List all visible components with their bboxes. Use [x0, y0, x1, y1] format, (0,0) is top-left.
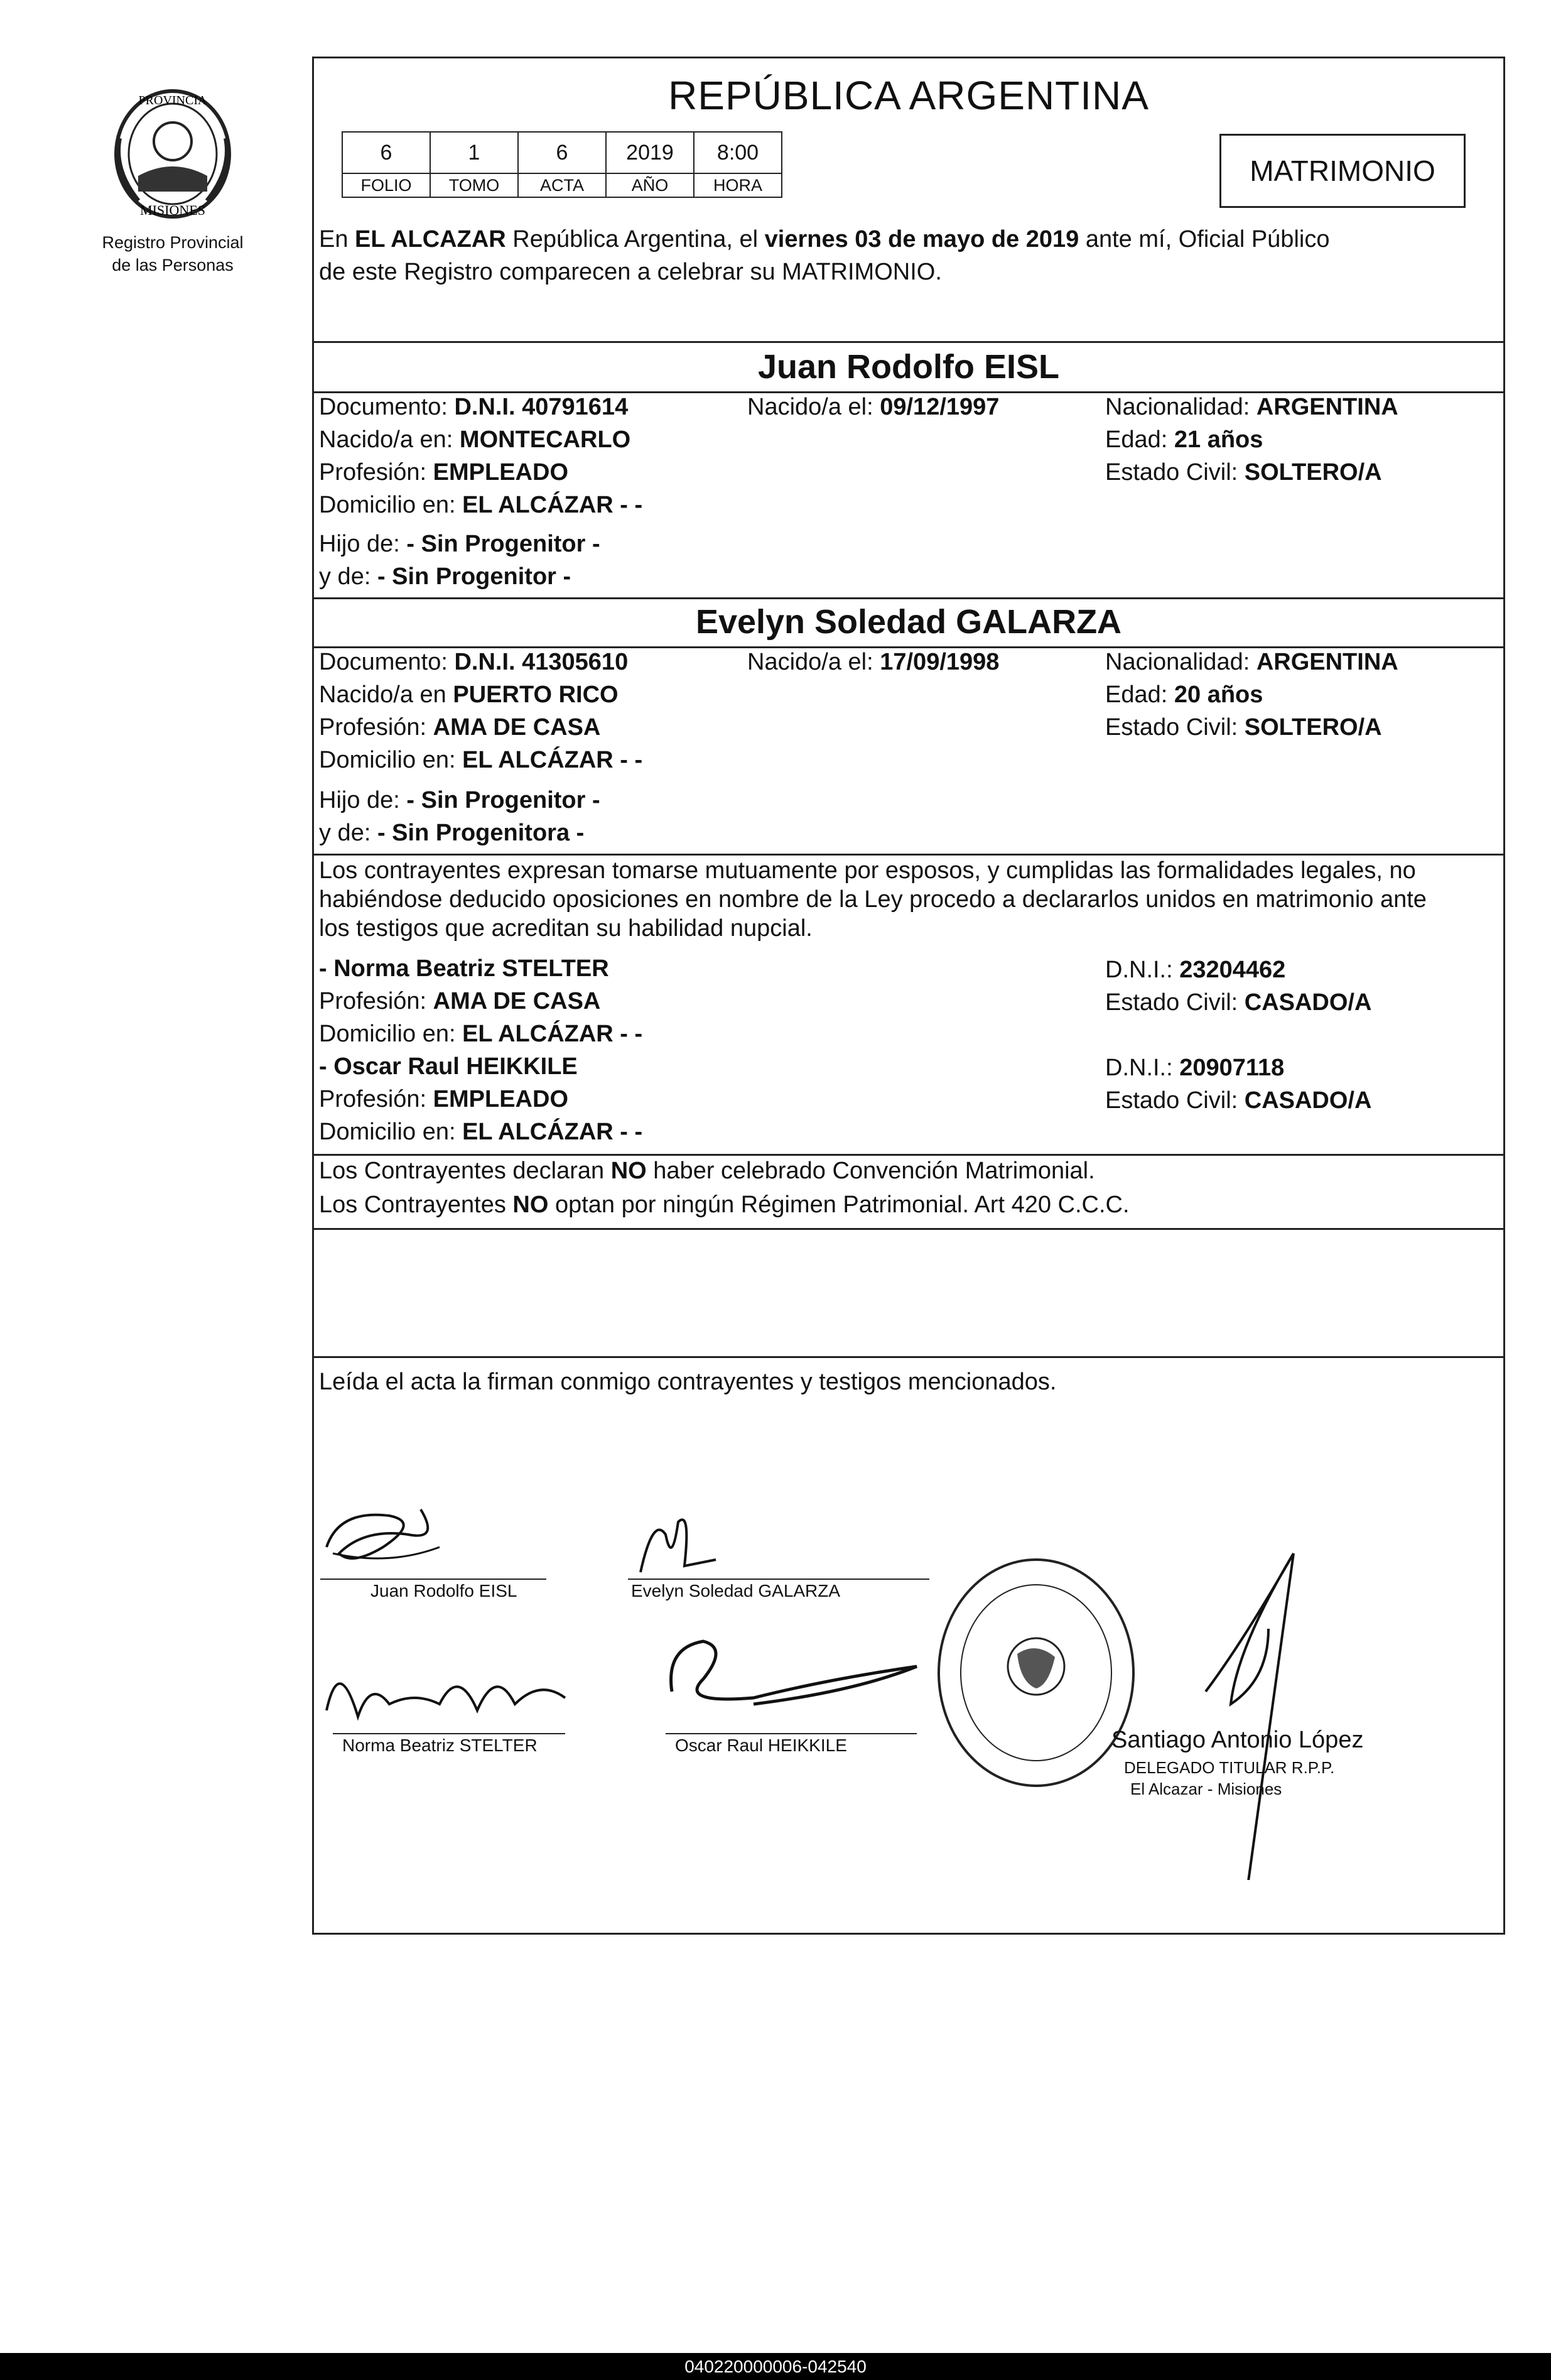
svg-text:PROVINCIA: PROVINCIA	[138, 94, 207, 107]
spouse1-nationality: Nacionalidad: ARGENTINA	[1105, 394, 1398, 420]
convention-line2: Los Contrayentes NO optan por ningún Régimen Patrimonial. Art 420 C.C.C.	[319, 1192, 1130, 1218]
witness2-name: - Oscar Raul HEIKKILE	[319, 1053, 578, 1080]
spouse2-civil-status: Estado Civil: SOLTERO/A	[1105, 714, 1382, 741]
tomo-value: 1	[430, 132, 518, 173]
intro-place: EL ALCAZAR	[355, 226, 506, 253]
signature-caption-4: Oscar Raul HEIKKILE	[675, 1736, 847, 1755]
official-place: El Alcazar - Misiones	[1130, 1780, 1282, 1798]
spouse2-parent2: y de: - Sin Progenitora -	[319, 820, 585, 846]
spouse1-parent2: y de: - Sin Progenitor -	[319, 563, 571, 590]
document-title: REPÚBLICA ARGENTINA	[668, 73, 1149, 118]
declaration-line3: los testigos que acreditan su habilidad nupcial.	[319, 915, 813, 942]
intro-text-1: En	[319, 226, 355, 253]
witness1-dni: D.N.I.: 23204462	[1105, 957, 1286, 983]
acta-label: ACTA	[518, 173, 606, 197]
intro-paragraph	[319, 223, 1500, 288]
official-title: DELEGADO TITULAR R.P.P.	[1124, 1758, 1335, 1777]
svg-text:MISIONES: MISIONES	[140, 202, 205, 218]
official-signature-scribble	[1206, 1553, 1294, 1880]
witness1-profession: Profesión: AMA DE CASA	[319, 988, 601, 1014]
spouse2-birthdate: Nacido/a el: 17/09/1998	[747, 649, 1000, 675]
hora-label: HORA	[694, 173, 782, 197]
signature-2-scribble	[640, 1519, 716, 1572]
spouse1-profession: Profesión: EMPLEADO	[319, 459, 569, 486]
spouse1-birthplace: Nacido/a en: MONTECARLO	[319, 427, 631, 453]
registration-numbers-table	[342, 131, 782, 198]
intro-text-2: República Argentina, el	[505, 226, 765, 253]
convention-line1: Los Contrayentes declaran NO haber celebrado Convención Matrimonial.	[319, 1158, 1095, 1184]
intro-text-3: ante mí, Oficial Público	[1079, 226, 1330, 253]
spouse2-profession: Profesión: AMA DE CASA	[319, 714, 601, 741]
spouse1-birthdate: Nacido/a el: 09/12/1997	[747, 394, 1000, 420]
tomo-label: TOMO	[430, 173, 518, 197]
closing-statement: Leída el acta la firman conmigo contrayentes y testigos mencionados.	[319, 1369, 1057, 1395]
spouse1-parent1: Hijo de: - Sin Progenitor -	[319, 531, 600, 557]
registry-logo	[69, 82, 276, 276]
intro-date: viernes 03 de mayo de 2019	[764, 226, 1079, 253]
certificate-frame	[312, 57, 1505, 1935]
acta-value: 6	[518, 132, 606, 173]
signature-caption-2: Evelyn Soledad GALARZA	[631, 1581, 841, 1600]
witness1-name: - Norma Beatriz STELTER	[319, 955, 609, 982]
spouse1-name: Juan Rodolfo EISL	[758, 348, 1059, 386]
signature-3-scribble	[327, 1683, 565, 1717]
signature-caption-1: Juan Rodolfo EISL	[370, 1581, 517, 1600]
spouse1-civil-status: Estado Civil: SOLTERO/A	[1105, 459, 1382, 486]
witness1-domicile: Domicilio en: EL ALCÁZAR - -	[319, 1021, 643, 1047]
spouse1-age: Edad: 21 años	[1105, 427, 1263, 453]
hora-value: 8:00	[694, 132, 782, 173]
spouse1-documento: Documento: D.N.I. 40791614	[319, 394, 629, 420]
spouse2-parent1: Hijo de: - Sin Progenitor -	[319, 787, 600, 813]
anio-label: AÑO	[606, 173, 694, 197]
spouse1-domicile: Domicilio en: EL ALCÁZAR - -	[319, 492, 643, 518]
folio-value: 6	[342, 132, 430, 173]
spouse2-birthplace: Nacido/a en PUERTO RICO	[319, 682, 619, 708]
signature-1-scribble	[327, 1509, 428, 1558]
signature-4-scribble	[671, 1641, 917, 1704]
declaration-paragraph	[319, 856, 1500, 943]
declaration-line1: Los contrayentes expresan tomarse mutuamente por esposos, y cumplidas las formalidades legales, no	[319, 857, 1416, 884]
witness2-dni: D.N.I.: 20907118	[1105, 1055, 1285, 1081]
spouse2-nationality: Nacionalidad: ARGENTINA	[1105, 649, 1398, 675]
province-seal-icon	[100, 82, 245, 226]
spouse2-age: Edad: 20 años	[1105, 682, 1263, 708]
signatures-area	[314, 1440, 1501, 1880]
record-type-box: MATRIMONIO	[1219, 134, 1466, 208]
witness1-civil-status: Estado Civil: CASADO/A	[1105, 989, 1372, 1016]
witness2-profession: Profesión: EMPLEADO	[319, 1086, 569, 1112]
witness2-domicile: Domicilio en: EL ALCÁZAR - -	[319, 1119, 643, 1145]
intro-line2: de este Registro comparecen a celebrar su MATRIMONIO.	[319, 259, 942, 285]
spouse2-documento: Documento: D.N.I. 41305610	[319, 649, 629, 675]
official-name: Santiago Antonio López	[1111, 1727, 1364, 1753]
anio-value: 2019	[606, 132, 694, 173]
spouse2-name: Evelyn Soledad GALARZA	[695, 603, 1122, 641]
logo-caption-line2: de las Personas	[112, 256, 234, 274]
declaration-line2: habiéndose deducido oposiciones en nombre de la Ley procedo a declararlos unidos en matrimonio ante	[319, 886, 1427, 913]
signature-caption-3: Norma Beatriz STELTER	[342, 1736, 538, 1755]
logo-caption-line1: Registro Provincial	[102, 233, 244, 252]
footer-code: 040220000006-042540	[0, 2353, 1551, 2380]
folio-label: FOLIO	[342, 173, 430, 197]
witness2-civil-status: Estado Civil: CASADO/A	[1105, 1087, 1372, 1114]
spouse2-domicile: Domicilio en: EL ALCÁZAR - -	[319, 747, 643, 773]
